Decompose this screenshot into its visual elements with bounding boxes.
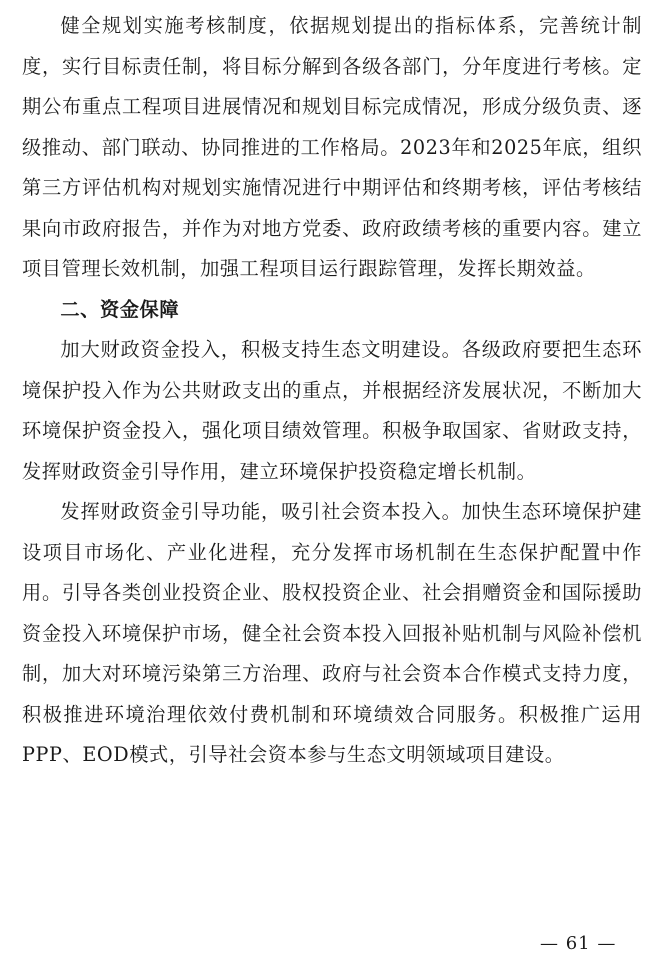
page-number: — 61 — (540, 933, 617, 954)
section-heading-funding: 二、资金保障 (60, 297, 180, 321)
body-paragraph-social-capital: 发挥财政资金引导功能，吸引社会资本投入。加快生态环境保护建设项目市场化、产业化进程，充分发挥市场机制在生态保护配置中作用。引导各类创业投资企业、股权投资企业、社会捐赠资金和国际援助资金投入环境保护市场，健全社会资本投入回报补贴机制与风险补偿机制，加大对环境污染第三方治理、政府与社会资本合作模式支持力度，积极推进环境治理依效付费机制和环境绩效合同服务。积极推广运用PPP、EOD模式，引导社会资本参与生态文明领域项目建设。 (22, 500, 642, 766)
body-paragraph-assessment: 健全规划实施考核制度，依据规划提出的指标体系，完善统计制度，实行目标责任制，将目标分解到各级各部门，分年度进行考核。定期公布重点工程项目进展情况和规划目标完成情况，形成分级负责、逐级推动、部门联动、协同推进的工作格局。2023年和2025年底，组织第三方评估机构对规划实施情况进行中期评估和终期考核，评估考核结果向市政府报告，并作为对地方党委、政府政绩考核的重要内容。建立项目管理长效机制，加强工程项目运行跟踪管理，发挥长期效益。 (22, 14, 642, 280)
document-page (22, 6, 642, 776)
body-paragraph-fiscal-investment: 加大财政资金投入，积极支持生态文明建设。各级政府要把生态环境保护投入作为公共财政支出的重点，并根据经济发展状况，不断加大环境保护资金投入，强化项目绩效管理。积极争取国家、省财政支持，发挥财政资金引导作用，建立环境保护投资稳定增长机制。 (22, 338, 642, 483)
